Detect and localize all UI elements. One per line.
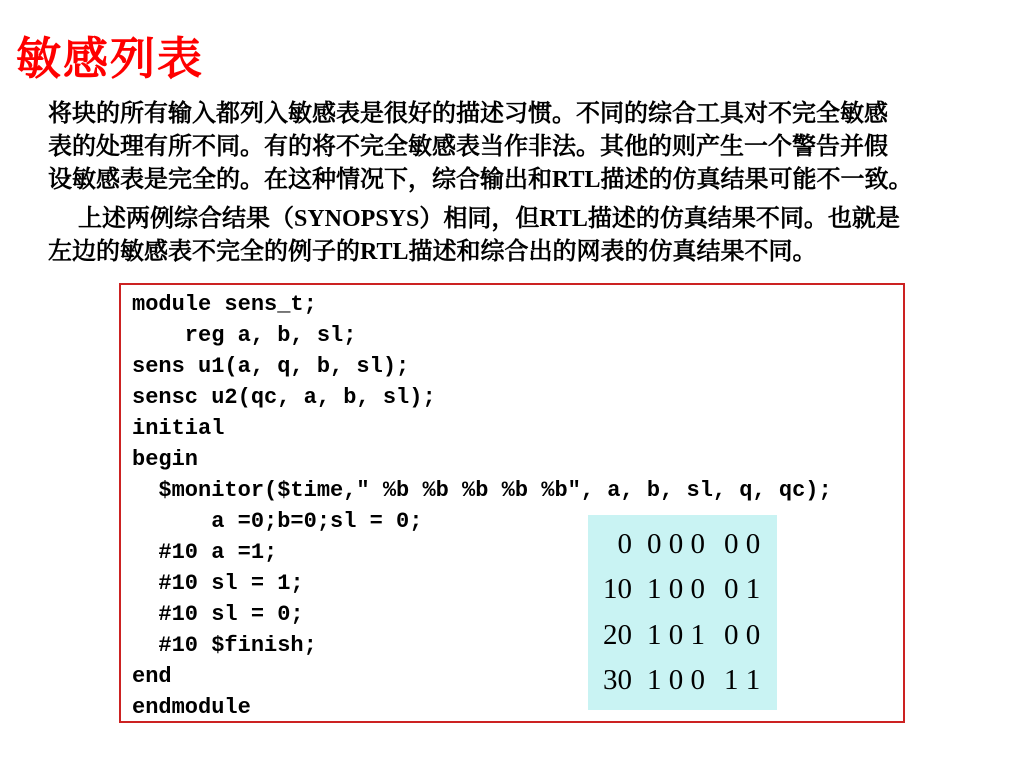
sim-absl-values: 1 0 0: [647, 664, 705, 697]
code-line: endmodule: [132, 695, 251, 720]
simulation-output-table: [588, 515, 777, 710]
page-title: 敏感列表: [16, 34, 205, 84]
paragraph-conclusion: [48, 203, 900, 269]
sim-qqc-values: 0 0: [724, 618, 761, 651]
code-line: #10 sl = 0;: [132, 602, 304, 627]
table-row: [588, 573, 777, 606]
sim-qqc-values: 0 1: [724, 573, 761, 606]
paragraph-intro-line-3: 设敏感表是完全的。在这种情况下，综合输出和RTL描述的仿真结果可能不一致。: [48, 167, 913, 193]
code-line: begin: [132, 447, 199, 472]
sim-qqc-values: 1 1: [724, 664, 761, 697]
sim-time-value: 20: [603, 618, 632, 651]
code-line: #10 sl = 1;: [132, 571, 304, 596]
code-line: $monitor($time,″ %b %b %b %b %b″, a, b, sl, q, qc);: [132, 478, 832, 503]
paragraph-conclusion-line-2: 左边的敏感表不完全的例子的RTL描述和综合出的网表的仿真结果不同。: [48, 239, 817, 265]
code-line: sens u1(a, q, b, sl);: [132, 354, 410, 379]
code-line: #10 $finish;: [132, 633, 317, 658]
paragraph-intro-line-1: 将块的所有输入都列入敏感表是很好的描述习惯。不同的综合工具对不完全敏感: [48, 101, 888, 127]
paragraph-conclusion-line-1: 上述两例综合结果（SYNOPSYS）相同，但RTL描述的仿真结果不同。也就是: [78, 206, 900, 232]
paragraph-intro: [48, 98, 913, 197]
code-line: initial: [132, 416, 225, 441]
sim-time-value: 0: [617, 527, 632, 560]
code-line: module sens_t;: [132, 292, 317, 317]
code-line: reg a, b, sl;: [132, 323, 357, 348]
code-line: end: [132, 664, 172, 689]
code-line: sensc u2(qc, a, b, sl);: [132, 385, 436, 410]
code-line: a =0;b=0;sl = 0;: [132, 509, 423, 534]
table-row: [588, 619, 777, 652]
code-box: [119, 283, 905, 723]
sim-qqc-values: 0 0: [724, 527, 761, 560]
table-row: [588, 528, 777, 561]
sim-absl-values: 1 0 0: [647, 573, 705, 606]
table-row: [588, 664, 777, 697]
paragraph-intro-line-2: 表的处理有所不同。有的将不完全敏感表当作非法。其他的则产生一个警告并假: [48, 134, 888, 160]
sim-absl-values: 1 0 1: [647, 618, 705, 651]
sim-absl-values: 0 0 0: [647, 527, 705, 560]
sim-time-value: 10: [603, 573, 632, 606]
code-line: #10 a =1;: [132, 540, 278, 565]
sim-time-value: 30: [603, 664, 632, 697]
